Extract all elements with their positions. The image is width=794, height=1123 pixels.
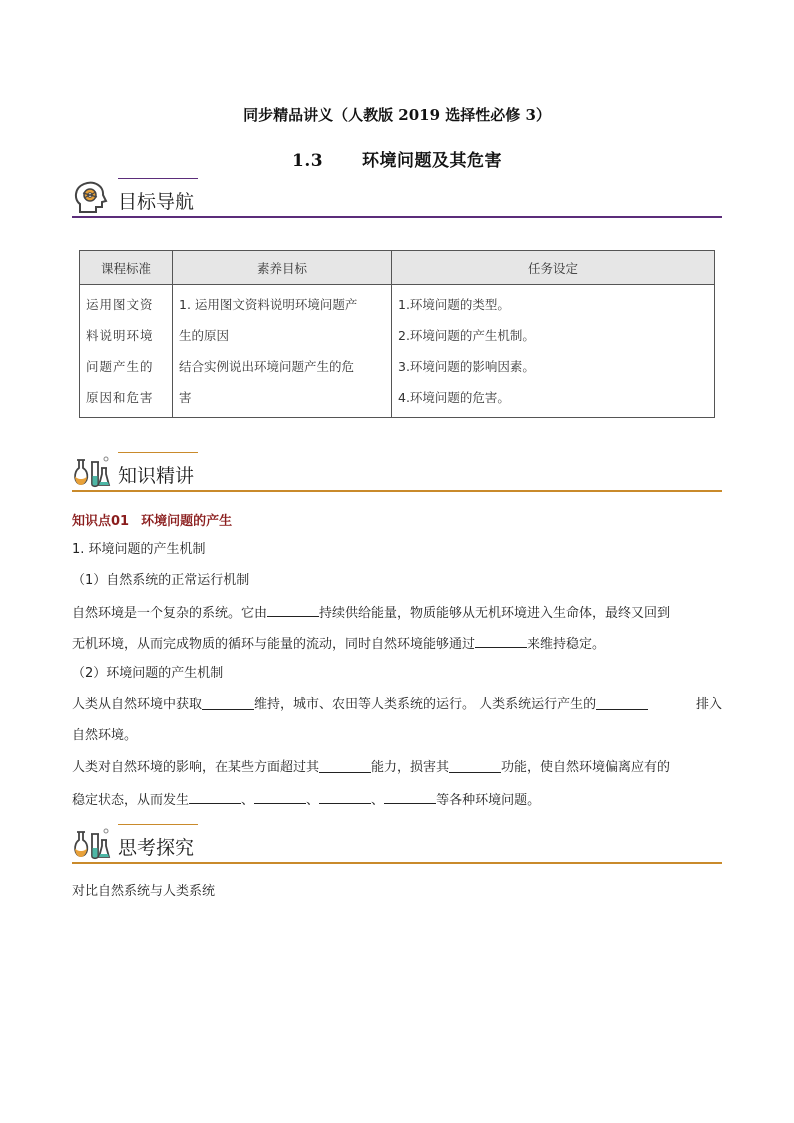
sub-heading: （1）自然系统的正常运行机制	[72, 573, 250, 588]
thinking-text: 对比自然系统与人类系统	[72, 884, 216, 899]
paragraph-line: 自然环境。	[72, 728, 138, 743]
lesson-number: 1.3	[292, 151, 324, 171]
paragraph-line: 稳定状态，从而发生 、 、 、 等各种环境问题。	[72, 789, 722, 811]
knowledge-point-name: 环境问题的产生	[141, 514, 233, 529]
section-goals	[72, 178, 722, 218]
table-header-row	[80, 251, 715, 285]
section-goals-rule	[72, 216, 722, 218]
table-header: 课程标准	[80, 251, 173, 285]
paragraph-line: 无机环境，从而完成物质的循环与能量的流动，同时自然环境能够通过 来维持稳定。	[72, 633, 722, 655]
lesson-title	[0, 146, 794, 171]
fill-blank[interactable]	[267, 602, 319, 617]
table-row	[80, 285, 715, 418]
section-knowledge-label: 知识精讲	[118, 465, 195, 487]
fill-blank[interactable]	[202, 695, 254, 710]
fill-blank[interactable]	[475, 633, 527, 648]
fill-blank[interactable]	[449, 758, 501, 773]
section-thinking-label: 思考探究	[118, 837, 195, 859]
paragraph-line: 人类对自然环境的影响，在某些方面超过其 能力，损害其 功能，使自然环境偏离应有的	[72, 760, 671, 775]
item-heading: 1. 环境问题的产生机制	[72, 542, 206, 557]
paragraph-line: 人类从自然环境中获取 维持，城市、农田等人类系统的运行。 人类系统运行产生的 排入	[72, 697, 722, 712]
lab-flask-icon	[72, 826, 112, 862]
table-cell-goals: 1. 运用图文资料说明环境问题产 生的原因 结合实例说出环境问题产生的危 害	[173, 285, 392, 418]
head-gear-icon	[72, 180, 112, 216]
fill-blank[interactable]	[384, 789, 436, 804]
table-header: 任务设定	[392, 251, 715, 285]
series-title: 同步精品讲义（人教版 2019 选择性必修 3）	[243, 106, 551, 124]
lab-flask-icon	[72, 454, 112, 490]
lesson-name: 环境问题及其危害	[361, 151, 502, 171]
table-cell-standard: 运用图文资 料说明环境 问题产生的 原因和危害	[80, 285, 173, 418]
fill-blank[interactable]	[596, 695, 648, 710]
section-thinking-rule	[72, 862, 722, 864]
section-knowledge	[72, 452, 722, 492]
section-goals-label: 目标导航	[118, 191, 195, 213]
table-header: 素养目标	[173, 251, 392, 285]
section-thinking	[72, 824, 722, 864]
fill-blank[interactable]	[189, 789, 241, 804]
curriculum-table	[79, 250, 715, 418]
section-knowledge-rule	[72, 490, 722, 492]
fill-blank[interactable]	[319, 758, 371, 773]
sub-heading: （2）环境问题的产生机制	[72, 666, 224, 681]
fill-blank[interactable]	[254, 789, 306, 804]
knowledge-point-title	[72, 510, 232, 529]
fill-blank[interactable]	[319, 789, 371, 804]
paragraph-line: 自然环境是一个复杂的系统。它由 持续供给能量，物质能够从无机环境进入生命体，最终又回到	[72, 602, 722, 624]
table-cell-tasks: 1.环境问题的类型。 2.环境问题的产生机制。 3.环境问题的影响因素。 4.环境问题的危害。	[392, 285, 715, 418]
knowledge-point-label: 知识点01	[72, 514, 130, 529]
